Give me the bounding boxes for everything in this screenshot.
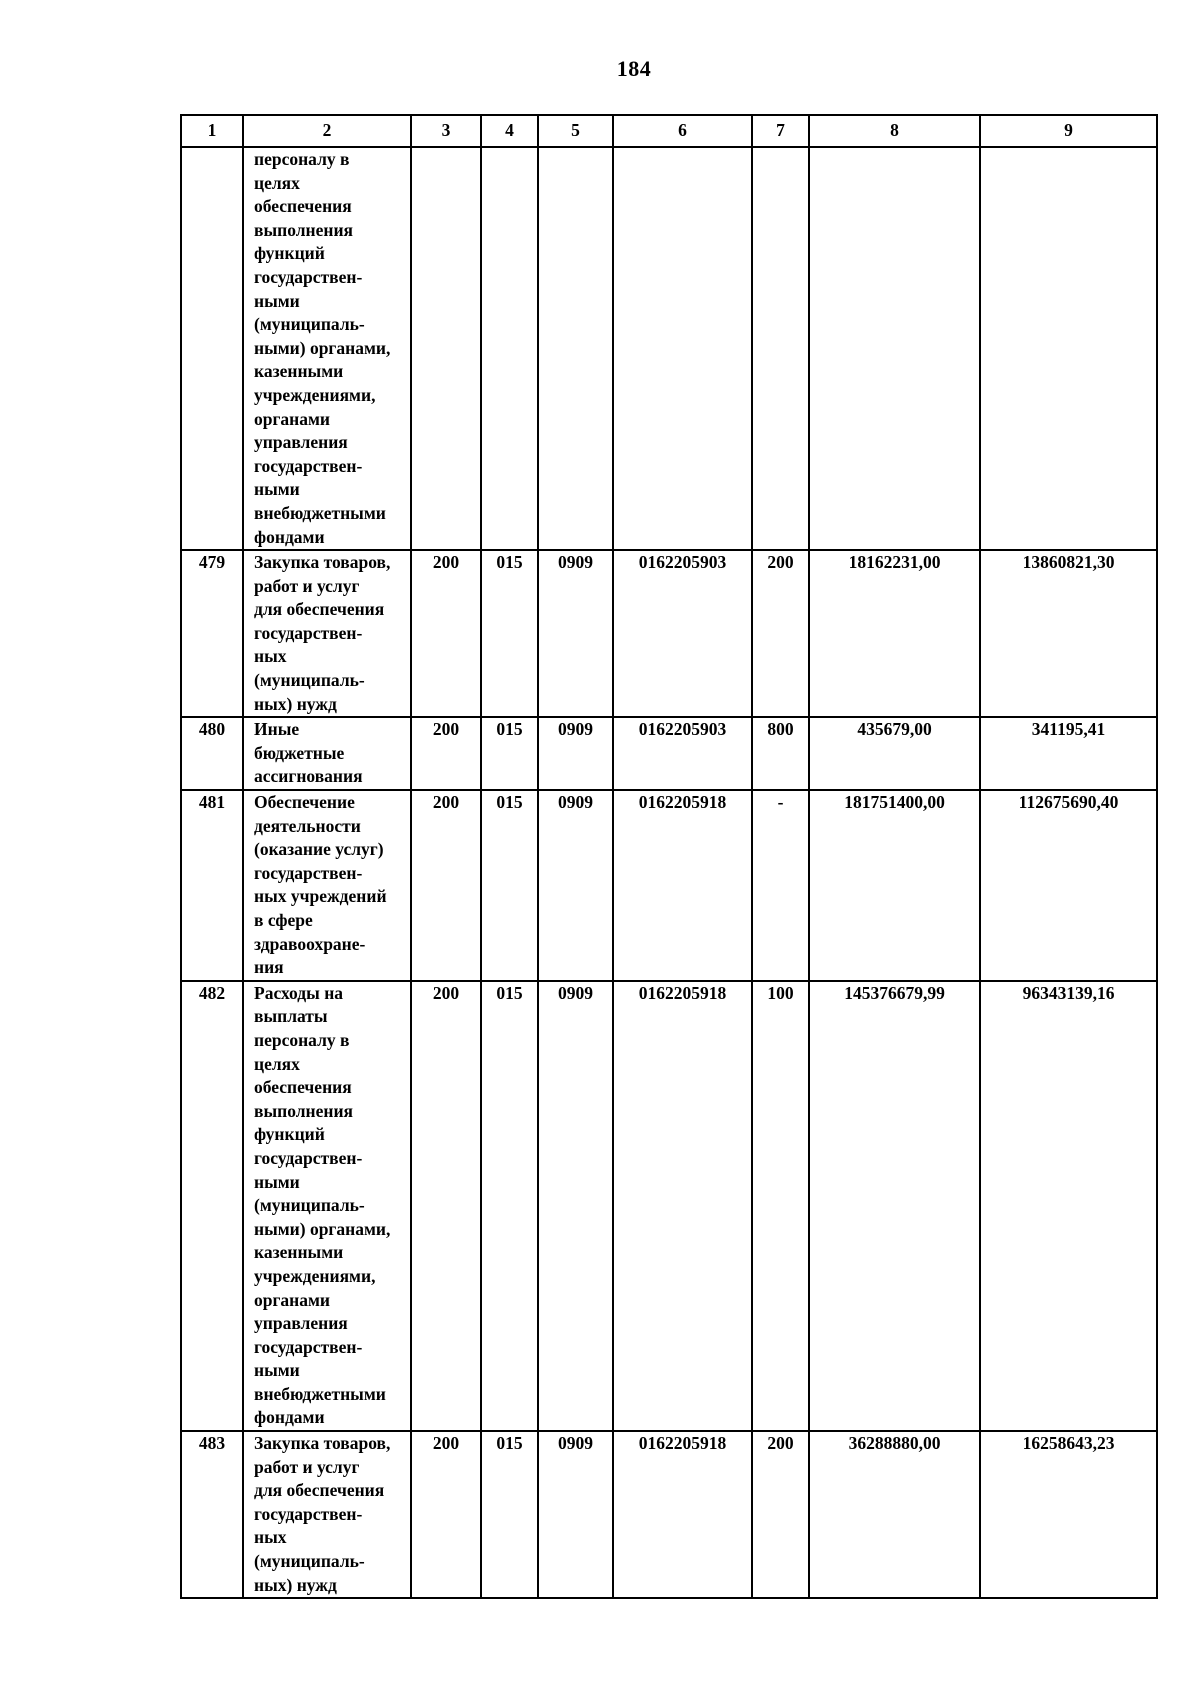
item-name-line: работ и услуг xyxy=(254,1456,360,1477)
amount-cell-9: 13860821,30 xyxy=(980,550,1157,717)
row-number-cell xyxy=(181,147,243,550)
item-name-line: государствен- xyxy=(254,1336,363,1357)
amount-cell-9: 96343139,16 xyxy=(980,981,1157,1431)
code-cell-4: 015 xyxy=(481,790,538,981)
amount-cell-8 xyxy=(809,147,980,550)
item-name-line: ных xyxy=(254,1527,287,1548)
item-name-line: (оказание услуг) xyxy=(254,839,384,860)
item-name-line: ными xyxy=(254,290,300,311)
item-name-line: ными xyxy=(254,1360,300,1381)
item-name-line: органами xyxy=(254,408,331,429)
table-row xyxy=(181,981,1157,1431)
code-cell-7: 200 xyxy=(752,550,809,717)
item-name-line: ными) органами, xyxy=(254,337,391,358)
code-cell-7: - xyxy=(752,790,809,981)
item-name-line: ными xyxy=(254,479,300,500)
code-cell-5: 0909 xyxy=(538,1431,613,1598)
item-name-line: Обеспечение xyxy=(254,792,355,813)
code-cell-5 xyxy=(538,147,613,550)
amount-cell-8: 435679,00 xyxy=(809,717,980,790)
item-name-line: целях xyxy=(254,172,300,193)
item-name-line: ными) органами, xyxy=(254,1218,391,1239)
code-cell-3: 200 xyxy=(411,717,481,790)
page-number: 184 xyxy=(616,56,652,81)
header-cell: 1 xyxy=(181,115,243,147)
item-name-line: ными xyxy=(254,1171,300,1192)
item-name-line: в сфере xyxy=(254,910,313,930)
item-name-line: государствен- xyxy=(254,1147,363,1168)
item-name-line: (муниципаль- xyxy=(254,1551,365,1572)
item-name-line: фондами xyxy=(254,526,325,547)
item-name-line: казенными xyxy=(254,1242,344,1263)
table-row xyxy=(181,717,1157,790)
item-name-line: государствен- xyxy=(254,266,363,287)
item-name-line: персоналу в xyxy=(254,149,350,169)
code-cell-6: 0162205918 xyxy=(613,1431,752,1598)
item-name-line: учреждениями, xyxy=(254,1265,376,1286)
item-name-line: обеспечения xyxy=(254,196,352,217)
table-body xyxy=(181,147,1157,1598)
item-name-line: обеспечения xyxy=(254,1077,352,1098)
amount-cell-8: 145376679,99 xyxy=(809,981,980,1431)
header-cell: 3 xyxy=(411,115,481,147)
table-row xyxy=(181,147,1157,550)
item-name-line: государствен- xyxy=(254,1503,363,1524)
code-cell-5: 0909 xyxy=(538,981,613,1431)
table-row xyxy=(181,550,1157,717)
item-name-cell xyxy=(243,1431,411,1598)
item-name-line: Расходы на xyxy=(254,982,344,1003)
code-cell-6: 0162205918 xyxy=(613,981,752,1431)
row-number-cell: 482 xyxy=(181,981,243,1431)
code-cell-3 xyxy=(411,147,481,550)
item-name-line: государствен- xyxy=(254,862,363,883)
item-name-line: внебюджетными xyxy=(254,1383,386,1404)
code-cell-4: 015 xyxy=(481,550,538,717)
row-number-cell: 479 xyxy=(181,550,243,717)
item-name-line: управления xyxy=(254,1313,348,1334)
item-name-line: государствен- xyxy=(254,455,363,476)
header-cell: 7 xyxy=(752,115,809,147)
item-name-line: выполнения xyxy=(254,1100,354,1121)
item-name-line: ассигнования xyxy=(254,766,363,787)
amount-cell-9 xyxy=(980,147,1157,550)
item-name-line: Закупка товаров, xyxy=(254,1433,391,1454)
code-cell-4: 015 xyxy=(481,1431,538,1598)
item-name-line: казенными xyxy=(254,361,344,382)
header-cell: 9 xyxy=(980,115,1157,147)
amount-cell-8: 36288880,00 xyxy=(809,1431,980,1598)
code-cell-5: 0909 xyxy=(538,790,613,981)
table-row xyxy=(181,790,1157,981)
header-cell: 8 xyxy=(809,115,980,147)
code-cell-7: 100 xyxy=(752,981,809,1431)
code-cell-3: 200 xyxy=(411,550,481,717)
item-name-cell xyxy=(243,790,411,981)
code-cell-5: 0909 xyxy=(538,717,613,790)
amount-cell-8: 181751400,00 xyxy=(809,790,980,981)
item-name-line: фондами xyxy=(254,1407,325,1428)
item-name-cell xyxy=(243,147,411,550)
code-cell-3: 200 xyxy=(411,790,481,981)
item-name-line: ных) нужд xyxy=(254,1574,337,1595)
item-name-cell xyxy=(243,550,411,717)
header-row xyxy=(181,115,1157,147)
code-cell-5: 0909 xyxy=(538,550,613,717)
item-name-line: внебюджетными xyxy=(254,502,386,523)
code-cell-6: 0162205903 xyxy=(613,550,752,717)
item-name-line: здравоохране- xyxy=(254,933,366,954)
header-cell: 2 xyxy=(243,115,411,147)
item-name-line: для обеспечения xyxy=(254,1480,385,1501)
code-cell-4: 015 xyxy=(481,981,538,1431)
item-name-line: ных учреждений xyxy=(254,886,387,907)
row-number-cell: 481 xyxy=(181,790,243,981)
item-name-line: (муниципаль- xyxy=(254,670,365,691)
item-name-line: работ и услуг xyxy=(254,575,360,596)
code-cell-3: 200 xyxy=(411,981,481,1431)
item-name-line: ных) нужд xyxy=(254,693,337,714)
item-name-line: ния xyxy=(254,957,284,978)
amount-cell-9: 112675690,40 xyxy=(980,790,1157,981)
item-name-line: Иные xyxy=(254,719,300,740)
item-name-line: персоналу в xyxy=(254,1029,350,1050)
table-row xyxy=(181,1431,1157,1598)
item-name-line: для обеспечения xyxy=(254,599,385,620)
item-name-line: целях xyxy=(254,1053,300,1074)
row-number-cell: 480 xyxy=(181,717,243,790)
code-cell-6 xyxy=(613,147,752,550)
item-name-line: управления xyxy=(254,432,348,453)
amount-cell-8: 18162231,00 xyxy=(809,550,980,717)
header-cell: 6 xyxy=(613,115,752,147)
item-name-line: выполнения xyxy=(254,219,354,240)
item-name-line: выплаты xyxy=(254,1006,328,1027)
item-name-line: (муниципаль- xyxy=(254,1195,365,1216)
code-cell-7 xyxy=(752,147,809,550)
code-cell-4: 015 xyxy=(481,717,538,790)
header-cell: 5 xyxy=(538,115,613,147)
item-name-line: бюджетные xyxy=(254,742,345,763)
item-name-line: функций xyxy=(254,1124,325,1145)
item-name-line: Закупка товаров, xyxy=(254,552,391,573)
code-cell-4 xyxy=(481,147,538,550)
item-name-cell xyxy=(243,981,411,1431)
item-name-cell xyxy=(243,717,411,790)
row-number-cell: 483 xyxy=(181,1431,243,1598)
item-name-line: (муниципаль- xyxy=(254,314,365,335)
item-name-line: государствен- xyxy=(254,622,363,643)
item-name-line: органами xyxy=(254,1289,331,1310)
code-cell-6: 0162205918 xyxy=(613,790,752,981)
budget-table xyxy=(180,114,1158,1599)
code-cell-3: 200 xyxy=(411,1431,481,1598)
code-cell-6: 0162205903 xyxy=(613,717,752,790)
amount-cell-9: 341195,41 xyxy=(980,717,1157,790)
item-name-line: ных xyxy=(254,646,287,667)
item-name-line: функций xyxy=(254,243,325,264)
code-cell-7: 800 xyxy=(752,717,809,790)
amount-cell-9: 16258643,23 xyxy=(980,1431,1157,1598)
header-cell: 4 xyxy=(481,115,538,147)
code-cell-7: 200 xyxy=(752,1431,809,1598)
item-name-line: учреждениями, xyxy=(254,384,376,405)
item-name-line: деятельности xyxy=(254,815,361,836)
